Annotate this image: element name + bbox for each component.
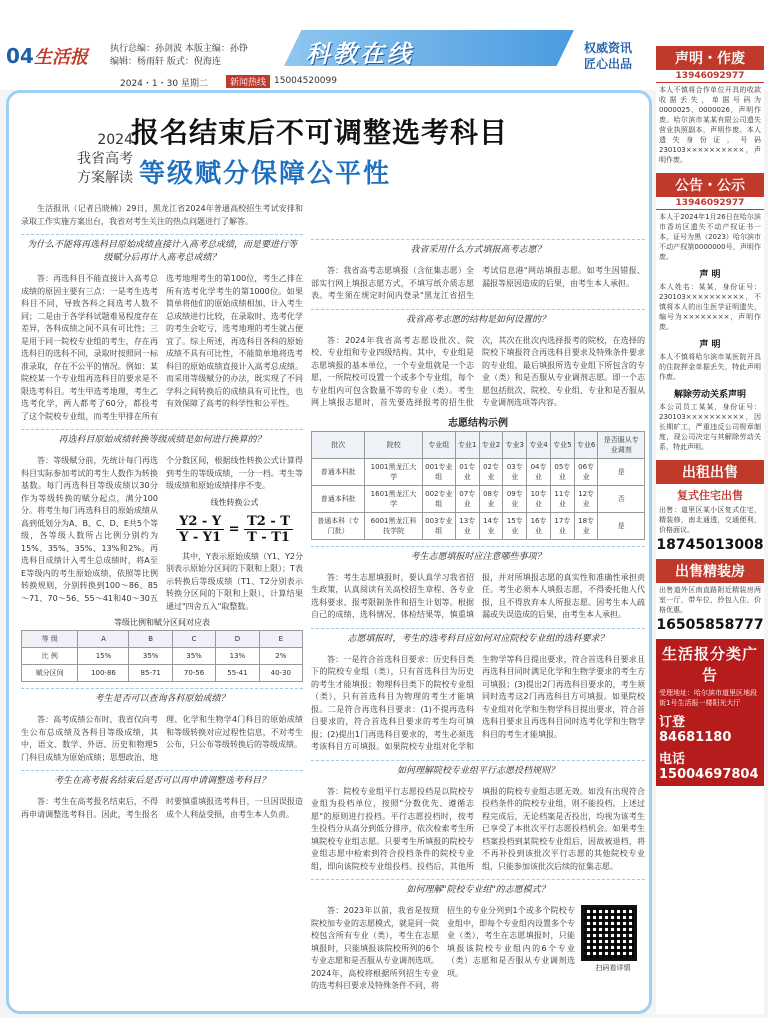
table-cell: 赋分区间 — [22, 665, 78, 682]
question-heading: 志愿填报时，考生的选考科目应如何对应院校专业组的选科要求？ — [311, 628, 645, 650]
newspaper-name: 生活报 — [34, 47, 88, 68]
table-cell: 1601黑龙江大学 — [365, 485, 422, 512]
table-header-cell: 等 级 — [22, 631, 78, 648]
answer-paragraph: 答：考生志愿填报时，要认真学习我省招生政策，认真阅读有关高校招生章程、各专业选科要求、报考限制条件和招生计划等。根据自己的成绩、选科情况、体检结果等，慎重填报，并对所填报志愿的真实性和准确性承担责任。考生必须本人填报志愿，不得委托他人代报，且不得放弃本人所报志愿。因考生本人疏漏或失误造成的后果，由考生本人承担。 — [311, 572, 645, 619]
hotline-number: 15004520099 — [274, 76, 337, 86]
table-row — [22, 665, 303, 682]
table-cell: 04专业 — [527, 458, 551, 485]
table-cell: 普通本科（专门批） — [312, 512, 365, 539]
question-heading: 考生志愿填报时应注意哪些事项？ — [311, 546, 645, 568]
table-header-cell: B — [129, 631, 172, 648]
table-cell: 001专业组 — [422, 458, 455, 485]
table-cell: 16专业 — [527, 512, 551, 539]
table-row — [22, 648, 303, 665]
table-header-cell: 批次 — [312, 431, 365, 458]
table-cell: 05专业 — [550, 458, 574, 485]
table-header-cell: C — [172, 631, 215, 648]
ad-mobile-row — [659, 748, 761, 782]
formula-rhs-den: T - T1 — [247, 529, 290, 545]
table-header-cell: 是否服从专业调剂 — [598, 431, 645, 458]
table-cell: 85-71 — [129, 665, 172, 682]
table-header-cell: A — [78, 631, 129, 648]
notice-phone: 13946092977 — [656, 197, 764, 210]
qr-block — [581, 905, 645, 993]
question-heading: 如何理解"院校专业组"的志愿模式？ — [311, 879, 645, 901]
table-cell: 01专业 — [455, 458, 479, 485]
kicker-line: 2024 — [97, 132, 133, 148]
table-cell: 2% — [259, 648, 302, 665]
headline-kicker — [33, 131, 133, 188]
table-cell: 100-86 — [78, 665, 129, 682]
answer-paragraph: 答：院校专业组平行志愿投档是以院校专业组为投档单位，按照"分数优先、遵循志愿"的原则进行投档。平行志愿投档时，按考生投档分从高分到低分排序，依次检索考生所填院校专业组志愿。只要考生所填报的院校专业组志愿中检索到符合投档条件的院校专业组，即向该院校专业组投档。投档后，其他所填报的院校专业组志愿无效。如没有出现符合投档条件的院校专业组，则不能投档。上述过程完成后，无论档案是否投出，均视为该考生已享受了本批次平行志愿投档机会。如果考生档案投档到某院校专业组后，因故被退档，将不再补投到该批次平行志愿的其他院校专业组，只能参加该批次后续的征集志愿。 — [311, 786, 645, 871]
editor-credits — [110, 43, 248, 69]
table-cell: 是 — [598, 458, 645, 485]
question-heading: 考生在高考报名结束后是否可以再申请调整选考科目？ — [21, 770, 303, 792]
table-cell: 08专业 — [479, 485, 503, 512]
table-cell: 15% — [78, 648, 129, 665]
formula-equals: = — [228, 521, 240, 537]
table-cell: 03专业 — [503, 458, 527, 485]
classified-sidebar — [656, 40, 764, 1014]
table-header-cell: 专业5 — [550, 431, 574, 458]
rent-heading: 复式住宅出售 — [677, 489, 743, 502]
table-row — [312, 458, 645, 485]
table-cell: 40-30 — [259, 665, 302, 682]
article-panel — [6, 90, 652, 1014]
hotline-label: 新闻热线 — [226, 75, 270, 88]
conversion-block — [21, 455, 303, 613]
question-heading: 再选科目原始成绩转换等级成绩是如何进行换算的？ — [21, 429, 303, 451]
table-cell: 09专业 — [503, 485, 527, 512]
notice-text: 本人姓名：某某，身份证号：230103××××××××××，不慎将本人的出生医学证明遗失，编号为××××××××，声明作废。 — [659, 283, 761, 331]
table-cell: 15专业 — [503, 512, 527, 539]
table-cell: 003专业组 — [422, 512, 455, 539]
qr-label: 扫码看详情 — [595, 964, 631, 972]
question-heading: 我省采用什么方式填报高考志愿？ — [311, 239, 645, 261]
ad-address: 受理地址：哈尔滨市道里区地段街1号生活报一楼阳光大厅 — [659, 689, 757, 707]
issue-date: 2024・1・30 星期二 — [120, 79, 208, 89]
table-cell: 普通本科批 — [312, 485, 365, 512]
table-cell: 12专业 — [574, 485, 598, 512]
formula-lhs-den: Y - Y1 — [179, 529, 222, 545]
notice-phone: 13946092977 — [656, 70, 764, 83]
table-cell: 否 — [598, 485, 645, 512]
table-header-cell: 专业2 — [479, 431, 503, 458]
grade-ratio-table — [21, 630, 303, 682]
notice-heading: 声 明 — [699, 340, 721, 350]
table-header-cell: D — [216, 631, 259, 648]
table-cell: 普通本科批 — [312, 458, 365, 485]
table-header-cell: 专业组 — [422, 431, 455, 458]
notice-heading: 解除劳动关系声明 — [673, 390, 746, 400]
linear-formula — [166, 514, 303, 545]
apartment-text: 出售道外区南直路附近精装房两室一厅，带车位，拎包入住，价格优惠。 — [659, 586, 761, 614]
table-title: 等级比例和赋分区间对应表 — [114, 618, 210, 627]
table-title: 志愿结构示例 — [448, 417, 508, 429]
right-column — [311, 233, 645, 993]
table-cell: 06专业 — [574, 458, 598, 485]
volunteer-structure-table — [311, 431, 645, 540]
apartment-title: 出售精装房 — [656, 559, 764, 583]
table-cell: 13% — [216, 648, 259, 665]
answer-paragraph: 答：等级赋分前，先统计每门再选科目实际参加考试的考生人数作为转换基数。每门再选科目等级成绩以30分作为等级转换的赋分起点，满分100分。将考生每门再选科目的原始成绩从高到低划分为A、B、C、D、E共5个等级，各等级人数所占比例分别约为15%、35%、35%、13%和2%。再选科目成绩计入考生总成绩时，将A至E等级内的考生原始成绩，依照等比例转换规则，分别转换到100～86、85～71、70～56、55～41和40～30五个分数区间，根据线性转换公式计算得到考生的等级成绩，一分一档。考生等级成绩和原始成绩排序不变。 — [21, 456, 303, 603]
answer-paragraph: 答：一是符合首选科目要求：历史科目类下的院校专业组（类），只有首选科目为历史的考生才能填报；物理科目类下的院校专业组（类），只有首选科目为物理的考生才能填报。二是符合再选科目要求：(1)不提再选科目要求的，符合首选科目要求的考生均可填报；(2)提出1门再选科目要求的，考生必须选考该科目方可填报。如果院校专业组对化学和生物学等科目提出要求，符合首选科目要求且再选科目同时满足化学和生物学要求的考生方可填报；(3)提出2门再选科目要求的，考生须同时选考这2门再选科目方可填报。如果院校专业组对化学和生物学科目提出要求，符合首选科目要求且再选科目同时选考化学和生物学科目的考生才能填报。 — [311, 654, 645, 751]
table-cell: 02专业 — [479, 458, 503, 485]
answer-paragraph: 答：我省高考志愿填报（含征集志愿）全部实行网上填报志愿方式，不填写纸介质志愿表。考生须在规定时间内登录"黑龙江省招生考试信息港"网站填报志愿。如考生因错报、漏报等原因造成的后果，由考生本人承担。 — [311, 266, 645, 300]
formula-rhs-num: T2 - T — [244, 514, 293, 530]
kicker-line: 我省高考 — [77, 151, 133, 167]
table-cell: 07专业 — [455, 485, 479, 512]
table-cell: 是 — [598, 512, 645, 539]
page-header — [0, 0, 768, 90]
table-cell: 11专业 — [550, 485, 574, 512]
last-answer-block — [311, 905, 645, 993]
table-row — [312, 431, 645, 458]
rent-phone: 18745013008 — [656, 537, 764, 553]
ad-tel-row — [659, 711, 761, 745]
table-cell: 17专业 — [550, 512, 574, 539]
question-heading: 为什么不能将再选科目原始成绩直接计入高考总成绩，而是要进行等级赋分后再计入高考总成绩？ — [21, 234, 303, 269]
formula-lhs-num: Y2 - Y — [176, 514, 224, 530]
ad-mobile-label: 电话 — [659, 752, 686, 767]
section-title: 科教在线 — [306, 40, 414, 68]
credit-line: 执行总编：孙剑波 本版主编：孙铮 — [110, 44, 248, 54]
kicker-line: 方案解读 — [77, 170, 133, 186]
table-cell: 14专业 — [479, 512, 503, 539]
qr-code-icon[interactable] — [581, 905, 637, 961]
slogan — [584, 40, 632, 72]
table-cell: 35% — [172, 648, 215, 665]
formula-note: 其中，Y表示原始成绩（Y1、Y2分别表示原始分区间的下限和上限）；T表示转换后等级成绩（T1、T2分别表示转换分区间的下限和上限），计算结果通过"四舍五入"取整数。 — [166, 551, 303, 611]
answer-paragraph: 答：考生在高考报名结束后，不得再申请调整选考科目。因此，考生报名时要慎重填报选考科目，一旦因误报造成个人利益受损，由考生本人负责。 — [21, 797, 303, 819]
table-cell: 10专业 — [527, 485, 551, 512]
table-cell: 13专业 — [455, 512, 479, 539]
question-heading: 考生是否可以查询各科原始成绩？ — [21, 688, 303, 710]
ad-mobile: 15004697804 — [659, 767, 759, 782]
answer-paragraph: 答：再选科目不能直接计入高考总成绩的原因主要有三点：一是考生选考科目不同，导致各科之间选考人数不同；二是由于各学科试题难易程度存在差异，各科成绩之间不具有可比性；三是用于同一院校专业组的考生，存在再选科目的选科不同，录取时按照同一标准录取，存在不公平的情况。例如：某院校某一个专业组再选科目的要求是不限选考科目。考生甲选考地理，考生乙选考化学，两人都考了60分，都投考了这个院校专业组，而考生甲排在所有选考地理考生的第100位，考生乙排在所有选考化学考生的第1000位。如果简单将他们的原始成绩相加，计入考生总成绩进行比较，在录取时，选考化学的考生会吃亏，选考地理的考生就占便宜了。综上所述，再选科目各科的原始成绩不具有可比性，不能简单地将选考科目的原始成绩直接计入高考总成绩。而采用等级赋分的办法，既实现了不同学科之间转换后的成绩具有可比性，也有效保障了高考的科学性和公平性。 — [21, 274, 303, 421]
table-header-cell: 专业3 — [503, 431, 527, 458]
question-heading: 我省高考志愿的结构是如何设置的？ — [311, 309, 645, 331]
headline-title: 报名结束后不可调整选考科目 — [131, 116, 509, 149]
answer-paragraph: 答：2024年我省高考志愿设批次、院校、专业组和专业四级结构。其中，专业组是志愿填报的基本单位，一个专业组就是一个志愿，一所院校可设置一个或多个专业组，每个专业组内可包含数量不等的专业（类）。考生网上填报志愿时，首先要选择报考的招生批次，其次在批次内选择报考的院校，在选择的院校下填报符合再选科目要求及特殊条件要求的专业组，最后填报所选专业组下所包含的专业（类）和是否服从专业调剂志愿。即一个志愿包括批次、院校、专业组、专业和是否服从专业调剂选项等内容。 — [311, 335, 645, 407]
classified-ad-box — [656, 639, 764, 786]
table-header-cell: 专业6 — [574, 431, 598, 458]
notice-title: 公告・公示 — [656, 173, 764, 197]
page-number: 04 — [6, 44, 34, 68]
lead-paragraph: 生活报讯（记者吕晓楠）29日，黑龙江省2024年普通高校招生考试安排和录取工作实施方案出台，我省对考生关注的热点问题进行了解答。 — [21, 204, 303, 226]
ad-tel-label: 订登 — [659, 715, 686, 730]
answer-paragraph: 答：高考成绩公布时，我省仅向考生公布总成绩及各科目等级成绩，其中，语文、数学、外语、历史和物理5门科目成绩为原始成绩；思想政治、地理、化学和生物学4门科目的原始成绩和等级转换对应过程性信息，不对考生公布，只公布等级转换后的等级成绩。 — [21, 715, 303, 762]
table-row — [22, 631, 303, 648]
notice-text: 本人于2024年1月26日在哈尔滨市香坊区遗失不动产权证书一本，证号为黑（2023）哈尔滨市不动产权第0000000号，声明作废。 — [659, 213, 761, 261]
table-cell: 18专业 — [574, 512, 598, 539]
notice-text: 本人不慎将哈尔滨市某医院开具的住院押金单据丢失，特此声明作废。 — [659, 353, 761, 381]
notice-text: 本公司员工某某，身份证号：230103××××××××××，因长期旷工，严重违反公司规章制度，现公司决定与其解除劳动关系，特此声明。 — [659, 403, 761, 451]
slogan-line: 匠心出品 — [584, 57, 633, 71]
notice-heading: 声 明 — [699, 270, 721, 280]
notice-title: 声明・作废 — [656, 46, 764, 70]
slogan-line: 权威资讯 — [584, 41, 633, 55]
table-cell: 55-41 — [216, 665, 259, 682]
table-header-cell: 院校 — [365, 431, 422, 458]
notice-text: 本人不慎将合作单位开具的收款收据丢失，单据号码为0000025、0000026，声明作废。哈尔滨市某某有限公司遗失营业执照副本，声明作废。本人遗失身份证，号码230103××××××××××，声明作废。 — [659, 86, 761, 164]
ad-title: 生活报分类广告 — [661, 645, 758, 684]
table-row — [312, 485, 645, 512]
table-row — [312, 512, 645, 539]
table-cell: 35% — [129, 648, 172, 665]
apartment-phone: 16505858777 — [656, 617, 764, 633]
table-cell: 70-56 — [172, 665, 215, 682]
rent-title: 出租出售 — [656, 460, 764, 484]
answer-paragraph: 答：2023年以前，我省是按照院校加专业的志愿模式，就是同一院校包含所有专业（类），考生在志愿填报时，只能填报该院校所列的6个专业志愿和是否服从专业调剂选项。2024年，高校将根据所列招生专业的选考科目要求及特殊条件不同，将招生的专业分列到1个或多个院校专业组中，即每个专业组内设置多个专业（类），考生在志愿填报时，只能填报该院校专业组内的6个专业（类）志愿和是否服从专业调剂选项。 — [311, 906, 575, 990]
ad-tel: 84681180 — [659, 730, 732, 745]
question-heading: 如何理解院校专业组平行志愿投档规则？ — [311, 760, 645, 782]
table-cell: 6001黑龙江科技学院 — [365, 512, 422, 539]
credit-line: 编辑：杨雨轩 版式：倪海连 — [110, 57, 221, 67]
table-header-cell: 专业4 — [527, 431, 551, 458]
table-cell: 1001黑龙江大学 — [365, 458, 422, 485]
table-header-cell: 专业1 — [455, 431, 479, 458]
rent-text: 出售：道里区某小区复式住宅，精装修，南北通透，交通便利，价格面议。 — [659, 506, 761, 534]
table-cell: 002专业组 — [422, 485, 455, 512]
headline-subtitle: 等级赋分保障公平性 — [139, 159, 392, 189]
left-column — [21, 203, 303, 821]
table-header-cell: E — [259, 631, 302, 648]
table-cell: 比 例 — [22, 648, 78, 665]
formula-label: 线性转换公式 — [210, 497, 259, 507]
